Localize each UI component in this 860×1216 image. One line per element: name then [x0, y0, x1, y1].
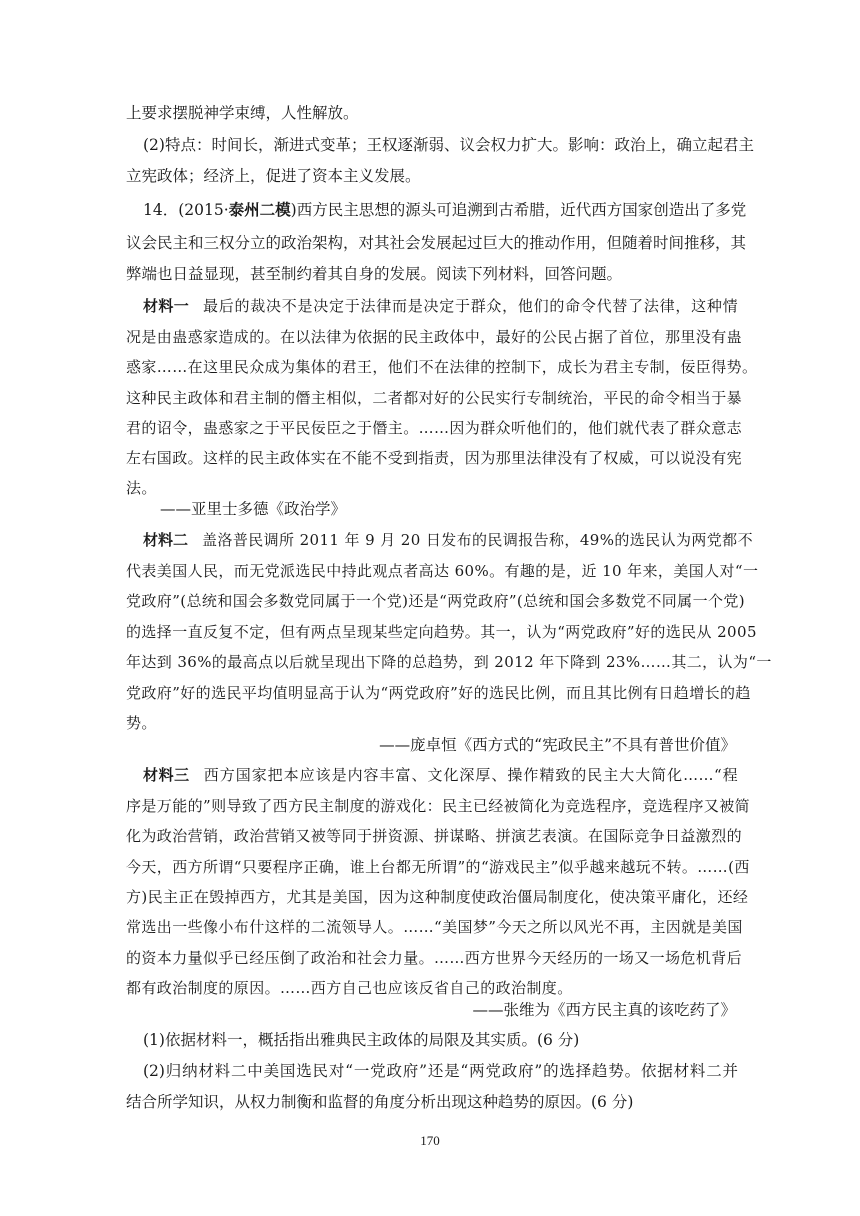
answer-line: 上要求摆脱神学束缚，人性解放。	[126, 104, 359, 122]
question-14-line	[143, 200, 747, 220]
material-2-line: 年达到 36%的最高点以后就呈现出下降的总趋势，到 2012 年下降到 23%……其二，认为“一	[126, 653, 772, 671]
material-2-line: 党政府”好的选民平均值明显高于认为“两党政府”好的选民比例，而且其比例有日趋增长的趋	[126, 684, 751, 702]
material-2-label: 材料二	[143, 531, 189, 549]
material-1-source: ——亚里士多德《政治学》	[160, 500, 347, 518]
material-3-line: 今天，西方所谓“只要程序正确，谁上台都无所谓”的“游戏民主”似乎越来越玩不转。……(西	[126, 858, 750, 876]
material-1-line	[143, 296, 738, 316]
material-1-line: 惑家……在这里民众成为集体的君王，他们不在法律的控制下，成长为君主专制，佞臣得势。	[126, 358, 758, 376]
material-1-line: 左右国政。这样的民主政体实在不能不受到指责，因为那里法律没有了权威，可以说没有宪	[126, 449, 743, 467]
material-3-line: 方)民主正在毁掉西方，尤其是美国，因为这种制度使政治僵局制度化，使决策平庸化，还经	[126, 888, 749, 906]
material-1-label: 材料一	[143, 297, 190, 315]
question-14-line: 议会民主和三权分立的政治架构，对其社会发展起过巨大的推动作用，但随着时间推移，其	[126, 234, 747, 252]
material-2-text: 盖洛普民调所 2011 年 9 月 20 日发布的民调报告称，49%的选民认为两党都不	[202, 531, 753, 549]
material-2-source: ——庞卓恒《西方式的“宪政民主”不具有普世价值》	[379, 736, 736, 754]
question-number: 14．(2015·	[143, 201, 229, 219]
material-1-line: 这种民主政体和君主制的僭主相似，二者都对好的公民实行专制统治，平民的命令相当于暴	[126, 389, 743, 407]
material-2-line: 势。	[126, 714, 157, 732]
question-14-line: 弊端也日益显现，甚至制约着其自身的发展。阅读下列材料，回答问题。	[126, 265, 623, 283]
answer-line: (2)特点：时间长，渐进式变革；王权逐渐弱、议会权力扩大。影响：政治上，确立起君主	[143, 136, 754, 154]
material-1-line: 况是由蛊惑家造成的。在以法律为依据的民主政体中，最好的公民占据了首位，那里没有蛊	[126, 328, 743, 346]
material-3-line: 化为政治营销，政治营销又被等同于拼资源、拼谋略、拼演艺表演。在国际竞争日益激烈的	[126, 827, 743, 845]
sub-question-2-line: 结合所学知识，从权力制衡和监督的角度分析出现这种趋势的原因。(6 分)	[126, 1093, 634, 1111]
material-3-text: 西方国家把本应该是内容丰富、文化深厚、操作精致的民主大大简化……“程	[203, 766, 738, 784]
material-3-line: 序是万能的”则导致了西方民主制度的游戏化：民主已经被简化为竞选程序，竞选程序又被简	[126, 797, 751, 815]
answer-line: 立宪政体；经济上，促进了资本主义发展。	[126, 167, 421, 185]
material-1-text: 最后的裁决不是决定于法律而是决定于群众，他们的命令代替了法律，这种情	[203, 297, 738, 315]
question-text: )西方民主思想的源头可追溯到古希腊，近代西方国家创造出了多党	[290, 201, 747, 219]
material-3-line	[143, 765, 738, 785]
material-3-line: 都有政治制度的原因。……西方自己也应该反省自己的政治制度。	[126, 979, 573, 997]
material-3-line: 的资本力量似乎已经压倒了政治和社会力量。……西方世界今天经历的一场又一场危机背后	[126, 949, 743, 967]
material-2-line: 党政府”(总统和国会多数党同属于一个党)还是“两党政府”(总统和国会多数党不同属一个党)	[126, 592, 746, 610]
material-1-line: 君的诏令，蛊惑家之于平民佞臣之于僭主。……因为群众听他们的，他们就代表了群众意志	[126, 419, 743, 437]
page-number: 170	[420, 1133, 440, 1148]
material-3-source: ——张维为《西方民主真的该吃药了》	[472, 1001, 736, 1019]
material-3-line: 常选出一些像小布什这样的二流领导人。……“美国梦”今天之所以风光不再，主因就是美国	[126, 918, 743, 936]
material-2-line	[143, 530, 753, 550]
material-1-line: 法。	[126, 479, 157, 497]
sub-question-2-line: (2)归纳材料二中美国选民对“一党政府”还是“两党政府”的选择趋势。依据材料二并	[143, 1062, 738, 1080]
sub-question-1: (1)依据材料一，概括指出雅典民主政体的局限及其实质。(6 分)	[143, 1031, 580, 1049]
material-3-label: 材料三	[143, 766, 190, 784]
material-2-line: 的选择一直反复不定，但有两点呈现某些定向趋势。其一，认为“两党政府”好的选民从 2005	[126, 623, 757, 641]
question-source: 泰州二模	[228, 201, 291, 219]
material-2-line: 代表美国人民，而无党派选民中持此观点者高达 60%。有趣的是，近 10 年来，美国人对“一	[126, 562, 759, 580]
